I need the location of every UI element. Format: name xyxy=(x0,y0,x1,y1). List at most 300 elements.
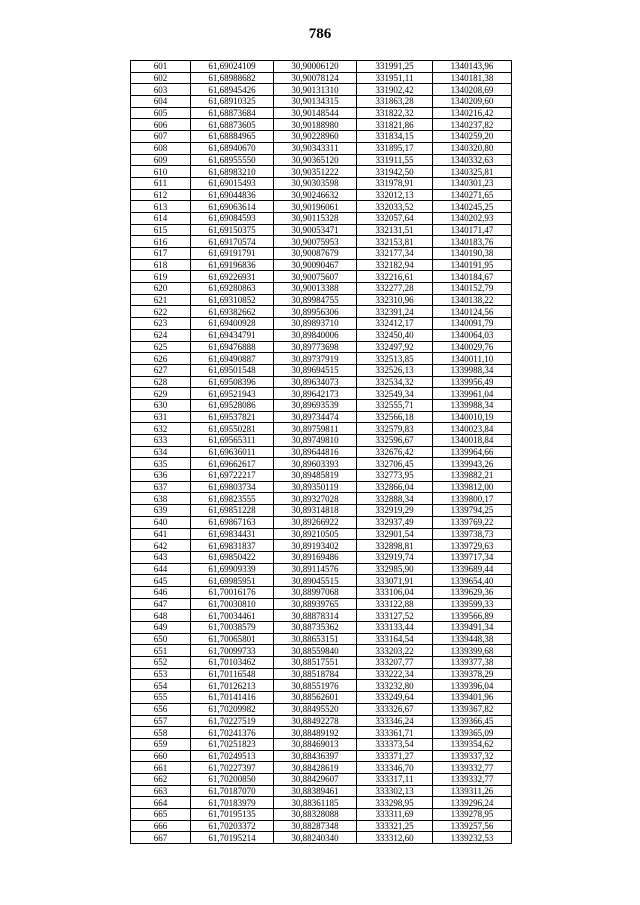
latitude-cell: 61,70187070 xyxy=(191,785,274,797)
x-coordinate-cell: 333361,71 xyxy=(357,727,433,739)
latitude-cell: 61,69434791 xyxy=(191,329,274,341)
table-row xyxy=(131,797,512,809)
point-number-cell: 623 xyxy=(131,318,191,330)
table-row xyxy=(131,680,512,692)
y-coordinate-cell: 1340124,56 xyxy=(433,306,512,318)
latitude-cell: 61,69150375 xyxy=(191,224,274,236)
y-coordinate-cell: 1339332,77 xyxy=(433,773,512,785)
latitude-cell: 61,70141416 xyxy=(191,692,274,704)
table-row xyxy=(131,785,512,797)
x-coordinate-cell: 332901,54 xyxy=(357,528,433,540)
longitude-cell: 30,90013388 xyxy=(274,283,357,295)
x-coordinate-cell: 332513,85 xyxy=(357,353,433,365)
point-number-cell: 637 xyxy=(131,481,191,493)
latitude-cell: 61,69867163 xyxy=(191,516,274,528)
latitude-cell: 61,70099733 xyxy=(191,645,274,657)
x-coordinate-cell: 332412,17 xyxy=(357,318,433,330)
x-coordinate-cell: 332526,13 xyxy=(357,364,433,376)
y-coordinate-cell: 1340191,95 xyxy=(433,259,512,271)
x-coordinate-cell: 331911,55 xyxy=(357,154,433,166)
longitude-cell: 30,88518784 xyxy=(274,668,357,680)
longitude-cell: 30,89734474 xyxy=(274,411,357,423)
x-coordinate-cell: 333311,69 xyxy=(357,809,433,821)
y-coordinate-cell: 1339401,96 xyxy=(433,692,512,704)
point-number-cell: 642 xyxy=(131,540,191,552)
table-row xyxy=(131,411,512,423)
x-coordinate-cell: 333346,70 xyxy=(357,762,433,774)
longitude-cell: 30,89350119 xyxy=(274,481,357,493)
longitude-cell: 30,89327028 xyxy=(274,493,357,505)
latitude-cell: 61,69476888 xyxy=(191,341,274,353)
x-coordinate-cell: 333317,11 xyxy=(357,773,433,785)
point-number-cell: 601 xyxy=(131,61,191,73)
point-number-cell: 615 xyxy=(131,224,191,236)
y-coordinate-cell: 1339794,25 xyxy=(433,505,512,517)
page-number: 786 xyxy=(308,26,332,42)
y-coordinate-cell: 1340320,80 xyxy=(433,142,512,154)
x-coordinate-cell: 332549,34 xyxy=(357,388,433,400)
table-row xyxy=(131,832,512,844)
y-coordinate-cell: 1339365,09 xyxy=(433,727,512,739)
point-number-cell: 612 xyxy=(131,189,191,201)
table-row xyxy=(131,446,512,458)
point-number-cell: 665 xyxy=(131,809,191,821)
longitude-cell: 30,90053471 xyxy=(274,224,357,236)
point-number-cell: 655 xyxy=(131,692,191,704)
longitude-cell: 30,88436397 xyxy=(274,750,357,762)
x-coordinate-cell: 332012,13 xyxy=(357,189,433,201)
point-number-cell: 614 xyxy=(131,212,191,224)
table-row xyxy=(131,435,512,447)
point-number-cell: 624 xyxy=(131,329,191,341)
y-coordinate-cell: 1340332,63 xyxy=(433,154,512,166)
y-coordinate-cell: 1339448,38 xyxy=(433,633,512,645)
point-number-cell: 638 xyxy=(131,493,191,505)
x-coordinate-cell: 333312,60 xyxy=(357,832,433,844)
table-row xyxy=(131,586,512,598)
point-number-cell: 629 xyxy=(131,388,191,400)
x-coordinate-cell: 332555,71 xyxy=(357,399,433,411)
table-row xyxy=(131,271,512,283)
latitude-cell: 61,69831837 xyxy=(191,540,274,552)
table-row xyxy=(131,318,512,330)
longitude-cell: 30,90148544 xyxy=(274,107,357,119)
y-coordinate-cell: 1339988,34 xyxy=(433,364,512,376)
x-coordinate-cell: 333326,67 xyxy=(357,703,433,715)
point-number-cell: 636 xyxy=(131,470,191,482)
y-coordinate-cell: 1339232,53 xyxy=(433,832,512,844)
point-number-cell: 631 xyxy=(131,411,191,423)
x-coordinate-cell: 332919,74 xyxy=(357,551,433,563)
y-coordinate-cell: 1340271,65 xyxy=(433,189,512,201)
table-row xyxy=(131,329,512,341)
x-coordinate-cell: 332497,92 xyxy=(357,341,433,353)
y-coordinate-cell: 1339399,68 xyxy=(433,645,512,657)
latitude-cell: 61,68873684 xyxy=(191,107,274,119)
x-coordinate-cell: 332579,83 xyxy=(357,423,433,435)
y-coordinate-cell: 1339629,36 xyxy=(433,586,512,598)
latitude-cell: 61,69662617 xyxy=(191,458,274,470)
point-number-cell: 659 xyxy=(131,738,191,750)
longitude-cell: 30,90246632 xyxy=(274,189,357,201)
longitude-cell: 30,88328088 xyxy=(274,809,357,821)
longitude-cell: 30,89840006 xyxy=(274,329,357,341)
x-coordinate-cell: 332676,42 xyxy=(357,446,433,458)
x-coordinate-cell: 332391,24 xyxy=(357,306,433,318)
point-number-cell: 622 xyxy=(131,306,191,318)
longitude-cell: 30,89984755 xyxy=(274,294,357,306)
x-coordinate-cell: 333321,25 xyxy=(357,820,433,832)
latitude-cell: 61,70227397 xyxy=(191,762,274,774)
x-coordinate-cell: 332153,81 xyxy=(357,236,433,248)
point-number-cell: 616 xyxy=(131,236,191,248)
latitude-cell: 61,69382662 xyxy=(191,306,274,318)
latitude-cell: 61,69501548 xyxy=(191,364,274,376)
table-row xyxy=(131,692,512,704)
longitude-cell: 30,90134315 xyxy=(274,96,357,108)
y-coordinate-cell: 1340301,23 xyxy=(433,177,512,189)
longitude-cell: 30,90087679 xyxy=(274,248,357,260)
x-coordinate-cell: 331834,15 xyxy=(357,131,433,143)
latitude-cell: 61,69170574 xyxy=(191,236,274,248)
point-number-cell: 607 xyxy=(131,131,191,143)
point-number-cell: 648 xyxy=(131,610,191,622)
y-coordinate-cell: 1340259,20 xyxy=(433,131,512,143)
latitude-cell: 61,68873605 xyxy=(191,119,274,131)
x-coordinate-cell: 332216,61 xyxy=(357,271,433,283)
y-coordinate-cell: 1340152,79 xyxy=(433,283,512,295)
longitude-cell: 30,90131310 xyxy=(274,84,357,96)
table-row xyxy=(131,528,512,540)
y-coordinate-cell: 1339689,44 xyxy=(433,563,512,575)
longitude-cell: 30,89737919 xyxy=(274,353,357,365)
table-row xyxy=(131,598,512,610)
table-row xyxy=(131,259,512,271)
latitude-cell: 61,69191791 xyxy=(191,248,274,260)
table-row xyxy=(131,820,512,832)
latitude-cell: 61,69015493 xyxy=(191,177,274,189)
latitude-cell: 61,68955550 xyxy=(191,154,274,166)
latitude-cell: 61,69024109 xyxy=(191,61,274,73)
x-coordinate-cell: 333232,80 xyxy=(357,680,433,692)
longitude-cell: 30,88428619 xyxy=(274,762,357,774)
y-coordinate-cell: 1339882,21 xyxy=(433,470,512,482)
y-coordinate-cell: 1339738,73 xyxy=(433,528,512,540)
table-row xyxy=(131,493,512,505)
longitude-cell: 30,89644816 xyxy=(274,446,357,458)
longitude-cell: 30,90365120 xyxy=(274,154,357,166)
point-number-cell: 602 xyxy=(131,72,191,84)
x-coordinate-cell: 332277,28 xyxy=(357,283,433,295)
longitude-cell: 30,89759811 xyxy=(274,423,357,435)
longitude-cell: 30,90188980 xyxy=(274,119,357,131)
latitude-cell: 61,70195135 xyxy=(191,809,274,821)
y-coordinate-cell: 1340138,22 xyxy=(433,294,512,306)
y-coordinate-cell: 1339396,04 xyxy=(433,680,512,692)
latitude-cell: 61,69521943 xyxy=(191,388,274,400)
longitude-cell: 30,89642173 xyxy=(274,388,357,400)
table-row xyxy=(131,96,512,108)
table-row xyxy=(131,481,512,493)
x-coordinate-cell: 331942,50 xyxy=(357,166,433,178)
longitude-cell: 30,88878314 xyxy=(274,610,357,622)
point-number-cell: 645 xyxy=(131,575,191,587)
point-number-cell: 609 xyxy=(131,154,191,166)
point-number-cell: 663 xyxy=(131,785,191,797)
longitude-cell: 30,90343311 xyxy=(274,142,357,154)
x-coordinate-cell: 332898,81 xyxy=(357,540,433,552)
x-coordinate-cell: 333106,04 xyxy=(357,586,433,598)
longitude-cell: 30,88492278 xyxy=(274,715,357,727)
longitude-cell: 30,89634073 xyxy=(274,376,357,388)
longitude-cell: 30,88287348 xyxy=(274,820,357,832)
x-coordinate-cell: 333222,34 xyxy=(357,668,433,680)
y-coordinate-cell: 1339943,26 xyxy=(433,458,512,470)
table-row xyxy=(131,423,512,435)
point-number-cell: 630 xyxy=(131,399,191,411)
y-coordinate-cell: 1340029,76 xyxy=(433,341,512,353)
x-coordinate-cell: 332919,29 xyxy=(357,505,433,517)
longitude-cell: 30,89485819 xyxy=(274,470,357,482)
latitude-cell: 61,69851228 xyxy=(191,505,274,517)
point-number-cell: 664 xyxy=(131,797,191,809)
y-coordinate-cell: 1340202,93 xyxy=(433,212,512,224)
point-number-cell: 651 xyxy=(131,645,191,657)
x-coordinate-cell: 331951,11 xyxy=(357,72,433,84)
latitude-cell: 61,70016176 xyxy=(191,586,274,598)
latitude-cell: 61,68884965 xyxy=(191,131,274,143)
point-number-cell: 639 xyxy=(131,505,191,517)
latitude-cell: 61,70241376 xyxy=(191,727,274,739)
point-number-cell: 647 xyxy=(131,598,191,610)
table-row xyxy=(131,458,512,470)
longitude-cell: 30,88361185 xyxy=(274,797,357,809)
point-number-cell: 611 xyxy=(131,177,191,189)
y-coordinate-cell: 1339988,34 xyxy=(433,399,512,411)
longitude-cell: 30,89210505 xyxy=(274,528,357,540)
table-row xyxy=(131,119,512,131)
point-number-cell: 613 xyxy=(131,201,191,213)
point-number-cell: 632 xyxy=(131,423,191,435)
y-coordinate-cell: 1340216,42 xyxy=(433,107,512,119)
table-row xyxy=(131,177,512,189)
latitude-cell: 61,68940670 xyxy=(191,142,274,154)
y-coordinate-cell: 1339378,29 xyxy=(433,668,512,680)
longitude-cell: 30,90351222 xyxy=(274,166,357,178)
longitude-cell: 30,88240340 xyxy=(274,832,357,844)
longitude-cell: 30,90090467 xyxy=(274,259,357,271)
x-coordinate-cell: 331978,91 xyxy=(357,177,433,189)
y-coordinate-cell: 1339961,04 xyxy=(433,388,512,400)
x-coordinate-cell: 332057,64 xyxy=(357,212,433,224)
table-row xyxy=(131,575,512,587)
y-coordinate-cell: 1339367,82 xyxy=(433,703,512,715)
table-row xyxy=(131,715,512,727)
point-number-cell: 628 xyxy=(131,376,191,388)
latitude-cell: 61,69909339 xyxy=(191,563,274,575)
point-number-cell: 646 xyxy=(131,586,191,598)
point-number-cell: 641 xyxy=(131,528,191,540)
x-coordinate-cell: 332131,51 xyxy=(357,224,433,236)
longitude-cell: 30,89193402 xyxy=(274,540,357,552)
point-number-cell: 650 xyxy=(131,633,191,645)
table-row xyxy=(131,540,512,552)
latitude-cell: 61,70103462 xyxy=(191,657,274,669)
longitude-cell: 30,90303598 xyxy=(274,177,357,189)
latitude-cell: 61,70251823 xyxy=(191,738,274,750)
x-coordinate-cell: 333133,44 xyxy=(357,622,433,634)
point-number-cell: 652 xyxy=(131,657,191,669)
y-coordinate-cell: 1340143,96 xyxy=(433,61,512,73)
x-coordinate-cell: 333373,54 xyxy=(357,738,433,750)
latitude-cell: 61,70038579 xyxy=(191,622,274,634)
point-number-cell: 654 xyxy=(131,680,191,692)
longitude-cell: 30,90196061 xyxy=(274,201,357,213)
longitude-cell: 30,89603393 xyxy=(274,458,357,470)
y-coordinate-cell: 1340018,84 xyxy=(433,435,512,447)
point-number-cell: 633 xyxy=(131,435,191,447)
longitude-cell: 30,88551976 xyxy=(274,680,357,692)
longitude-cell: 30,89266922 xyxy=(274,516,357,528)
longitude-cell: 30,88653151 xyxy=(274,633,357,645)
table-row xyxy=(131,668,512,680)
latitude-cell: 61,69823555 xyxy=(191,493,274,505)
point-number-cell: 653 xyxy=(131,668,191,680)
table-row xyxy=(131,470,512,482)
point-number-cell: 649 xyxy=(131,622,191,634)
latitude-cell: 61,68983210 xyxy=(191,166,274,178)
table-row xyxy=(131,61,512,73)
latitude-cell: 61,70195214 xyxy=(191,832,274,844)
y-coordinate-cell: 1340064,03 xyxy=(433,329,512,341)
x-coordinate-cell: 332566,18 xyxy=(357,411,433,423)
x-coordinate-cell: 332985,90 xyxy=(357,563,433,575)
y-coordinate-cell: 1339800,17 xyxy=(433,493,512,505)
x-coordinate-cell: 332706,45 xyxy=(357,458,433,470)
x-coordinate-cell: 332888,34 xyxy=(357,493,433,505)
x-coordinate-cell: 331895,17 xyxy=(357,142,433,154)
latitude-cell: 61,69084593 xyxy=(191,212,274,224)
table-row xyxy=(131,762,512,774)
longitude-cell: 30,90115328 xyxy=(274,212,357,224)
table-row xyxy=(131,399,512,411)
longitude-cell: 30,89749810 xyxy=(274,435,357,447)
y-coordinate-cell: 1339354,62 xyxy=(433,738,512,750)
x-coordinate-cell: 333302,13 xyxy=(357,785,433,797)
longitude-cell: 30,89169486 xyxy=(274,551,357,563)
y-coordinate-cell: 1339769,22 xyxy=(433,516,512,528)
latitude-cell: 61,70030810 xyxy=(191,598,274,610)
latitude-cell: 61,68945426 xyxy=(191,84,274,96)
y-coordinate-cell: 1339729,63 xyxy=(433,540,512,552)
latitude-cell: 61,69490887 xyxy=(191,353,274,365)
longitude-cell: 30,89956306 xyxy=(274,306,357,318)
y-coordinate-cell: 1339491,34 xyxy=(433,622,512,634)
point-number-cell: 620 xyxy=(131,283,191,295)
point-number-cell: 627 xyxy=(131,364,191,376)
latitude-cell: 61,69985951 xyxy=(191,575,274,587)
x-coordinate-cell: 333122,88 xyxy=(357,598,433,610)
table-row xyxy=(131,645,512,657)
longitude-cell: 30,88495520 xyxy=(274,703,357,715)
y-coordinate-cell: 1339337,32 xyxy=(433,750,512,762)
table-row xyxy=(131,622,512,634)
y-coordinate-cell: 1340010,19 xyxy=(433,411,512,423)
table-row xyxy=(131,633,512,645)
y-coordinate-cell: 1340023,84 xyxy=(433,423,512,435)
table-row xyxy=(131,306,512,318)
point-number-cell: 626 xyxy=(131,353,191,365)
y-coordinate-cell: 1339366,45 xyxy=(433,715,512,727)
longitude-cell: 30,90078124 xyxy=(274,72,357,84)
longitude-cell: 30,89893710 xyxy=(274,318,357,330)
x-coordinate-cell: 332310,96 xyxy=(357,294,433,306)
point-number-cell: 661 xyxy=(131,762,191,774)
latitude-cell: 61,69550281 xyxy=(191,423,274,435)
x-coordinate-cell: 332033,52 xyxy=(357,201,433,213)
point-number-cell: 666 xyxy=(131,820,191,832)
x-coordinate-cell: 332937,49 xyxy=(357,516,433,528)
y-coordinate-cell: 1339296,24 xyxy=(433,797,512,809)
latitude-cell: 61,69226931 xyxy=(191,271,274,283)
table-row xyxy=(131,773,512,785)
x-coordinate-cell: 331863,28 xyxy=(357,96,433,108)
table-row xyxy=(131,610,512,622)
x-coordinate-cell: 333298,95 xyxy=(357,797,433,809)
point-number-cell: 619 xyxy=(131,271,191,283)
longitude-cell: 30,88939765 xyxy=(274,598,357,610)
point-number-cell: 635 xyxy=(131,458,191,470)
coordinates-table xyxy=(130,60,512,844)
latitude-cell: 61,70203372 xyxy=(191,820,274,832)
latitude-cell: 61,69063614 xyxy=(191,201,274,213)
longitude-cell: 30,88469013 xyxy=(274,738,357,750)
y-coordinate-cell: 1339278,95 xyxy=(433,809,512,821)
point-number-cell: 610 xyxy=(131,166,191,178)
point-number-cell: 618 xyxy=(131,259,191,271)
x-coordinate-cell: 333071,91 xyxy=(357,575,433,587)
table-row xyxy=(131,516,512,528)
longitude-cell: 30,88997068 xyxy=(274,586,357,598)
longitude-cell: 30,88562601 xyxy=(274,692,357,704)
latitude-cell: 61,69850422 xyxy=(191,551,274,563)
latitude-cell: 61,70200850 xyxy=(191,773,274,785)
y-coordinate-cell: 1339377,38 xyxy=(433,657,512,669)
table-row xyxy=(131,201,512,213)
latitude-cell: 61,70116548 xyxy=(191,668,274,680)
x-coordinate-cell: 332866,04 xyxy=(357,481,433,493)
point-number-cell: 662 xyxy=(131,773,191,785)
latitude-cell: 61,68910325 xyxy=(191,96,274,108)
y-coordinate-cell: 1339654,40 xyxy=(433,575,512,587)
longitude-cell: 30,89314818 xyxy=(274,505,357,517)
table-row xyxy=(131,166,512,178)
y-coordinate-cell: 1340208,69 xyxy=(433,84,512,96)
y-coordinate-cell: 1339311,26 xyxy=(433,785,512,797)
table-row xyxy=(131,142,512,154)
table-row xyxy=(131,738,512,750)
latitude-cell: 61,69044836 xyxy=(191,189,274,201)
table-row xyxy=(131,364,512,376)
x-coordinate-cell: 332450,40 xyxy=(357,329,433,341)
latitude-cell: 61,69803734 xyxy=(191,481,274,493)
latitude-cell: 61,70034461 xyxy=(191,610,274,622)
latitude-cell: 61,69834431 xyxy=(191,528,274,540)
longitude-cell: 30,89773698 xyxy=(274,341,357,353)
x-coordinate-cell: 331991,25 xyxy=(357,61,433,73)
y-coordinate-cell: 1339257,56 xyxy=(433,820,512,832)
point-number-cell: 625 xyxy=(131,341,191,353)
